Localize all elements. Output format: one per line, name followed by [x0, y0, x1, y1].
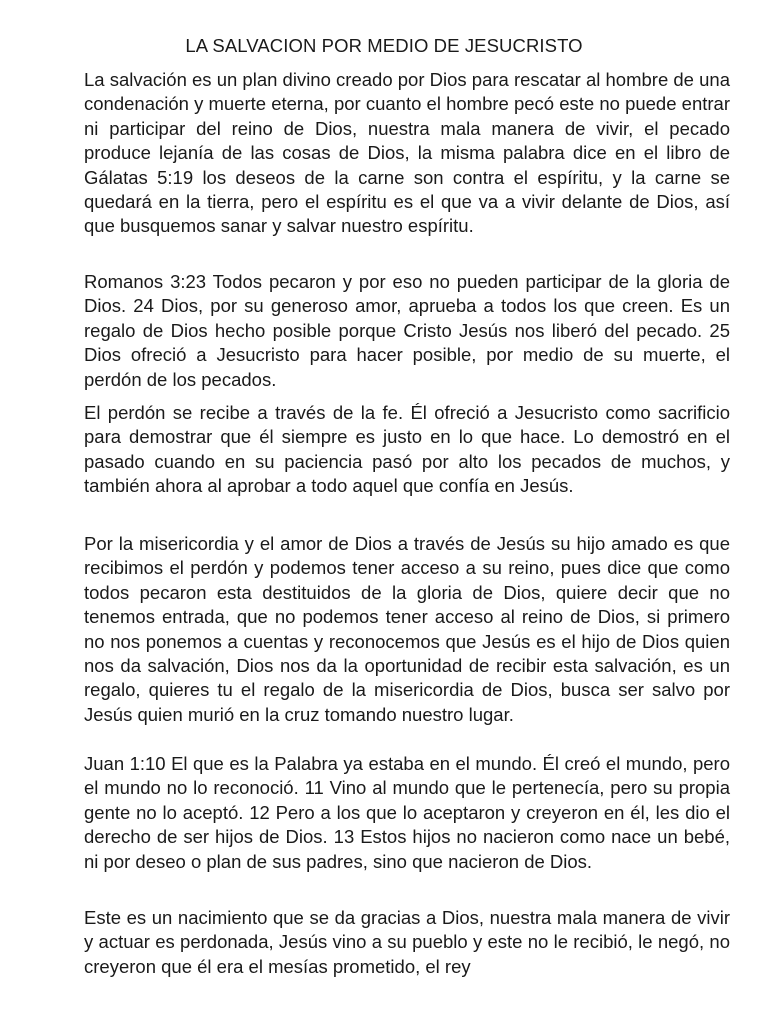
document-title: LA SALVACION POR MEDIO DE JESUCRISTO	[185, 35, 583, 56]
paragraph-mercy-love: Por la misericordia y el amor de Dios a través de Jesús su hijo amado es que recibimos el perdón y podemos tener acceso a su reino, pues dice que como todos pecaron esta destituidos de la gloria de Dios, quiere decir que no tenemos entrada, que no podemos tener acceso al reino de Dios, si primero no nos ponemos a cuentas y reconocemos que Jesús es el hijo de Dios quien nos da salvación, Dios nos da la oportunidad de recibir esta salvación, es un regalo, quieres tu el regalo de la misericordia de Dios, busca ser salvo por Jesús quien murió en la cruz tomando nuestro lugar.	[84, 533, 730, 725]
paragraph-salvation-intro: La salvación es un plan divino creado por Dios para rescatar al hombre de una condenación y muerte eterna, por cuanto el hombre pecó este no puede entrar ni participar del reino de Dios, nuestra mala manera de vivir, el pecado produce lejanía de las cosas de Dios, la misma palabra dice en el libro de Gálatas 5:19 los deseos de la carne son contra el espíritu, y la carne se quedará en la tierra, pero el espíritu es el que va a vivir delante de Dios, así que busquemos sanar y salvar nuestro espíritu.	[84, 69, 730, 237]
paragraph-new-birth: Este es un nacimiento que se da gracias a Dios, nuestra mala manera de vivir y actuar es perdonada, Jesús vino a su pueblo y este no le recibió, le negó, no creyeron que él era el mesías prometido, el rey	[84, 907, 730, 977]
paragraph-juan-1-10: Juan 1:10 El que es la Palabra ya estaba en el mundo. Él creó el mundo, pero el mundo no lo reconoció. 11 Vino al mundo que le pertenecía, pero su propia gente no lo aceptó. 12 Pero a los que lo aceptaron y creyeron en él, les dio el derecho de ser hijos de Dios. 13 Estos hijos no nacieron como nace un bebé, ni por deseo o plan de sus padres, sino que nacieron de Dios.	[84, 753, 730, 872]
paragraph-romanos-3-23: Romanos 3:23 Todos pecaron y por eso no pueden participar de la gloria de Dios. 24 Dios, por su generoso amor, aprueba a todos los que creen. Es un regalo de Dios hecho posible porque Cristo Jesús nos liberó del pecado. 25 Dios ofreció a Jesucristo para hacer posible, por medio de su muerte, el perdón de los pecados.	[84, 271, 730, 390]
paragraph-forgiveness-faith: El perdón se recibe a través de la fe. Él ofreció a Jesucristo como sacrificio para demostrar que él siempre es justo en lo que hace. Lo demostró en el pasado cuando en su paciencia pasó por alto los pecados de muchos, y también ahora al aprobar a todo aquel que confía en Jesús.	[84, 402, 730, 497]
